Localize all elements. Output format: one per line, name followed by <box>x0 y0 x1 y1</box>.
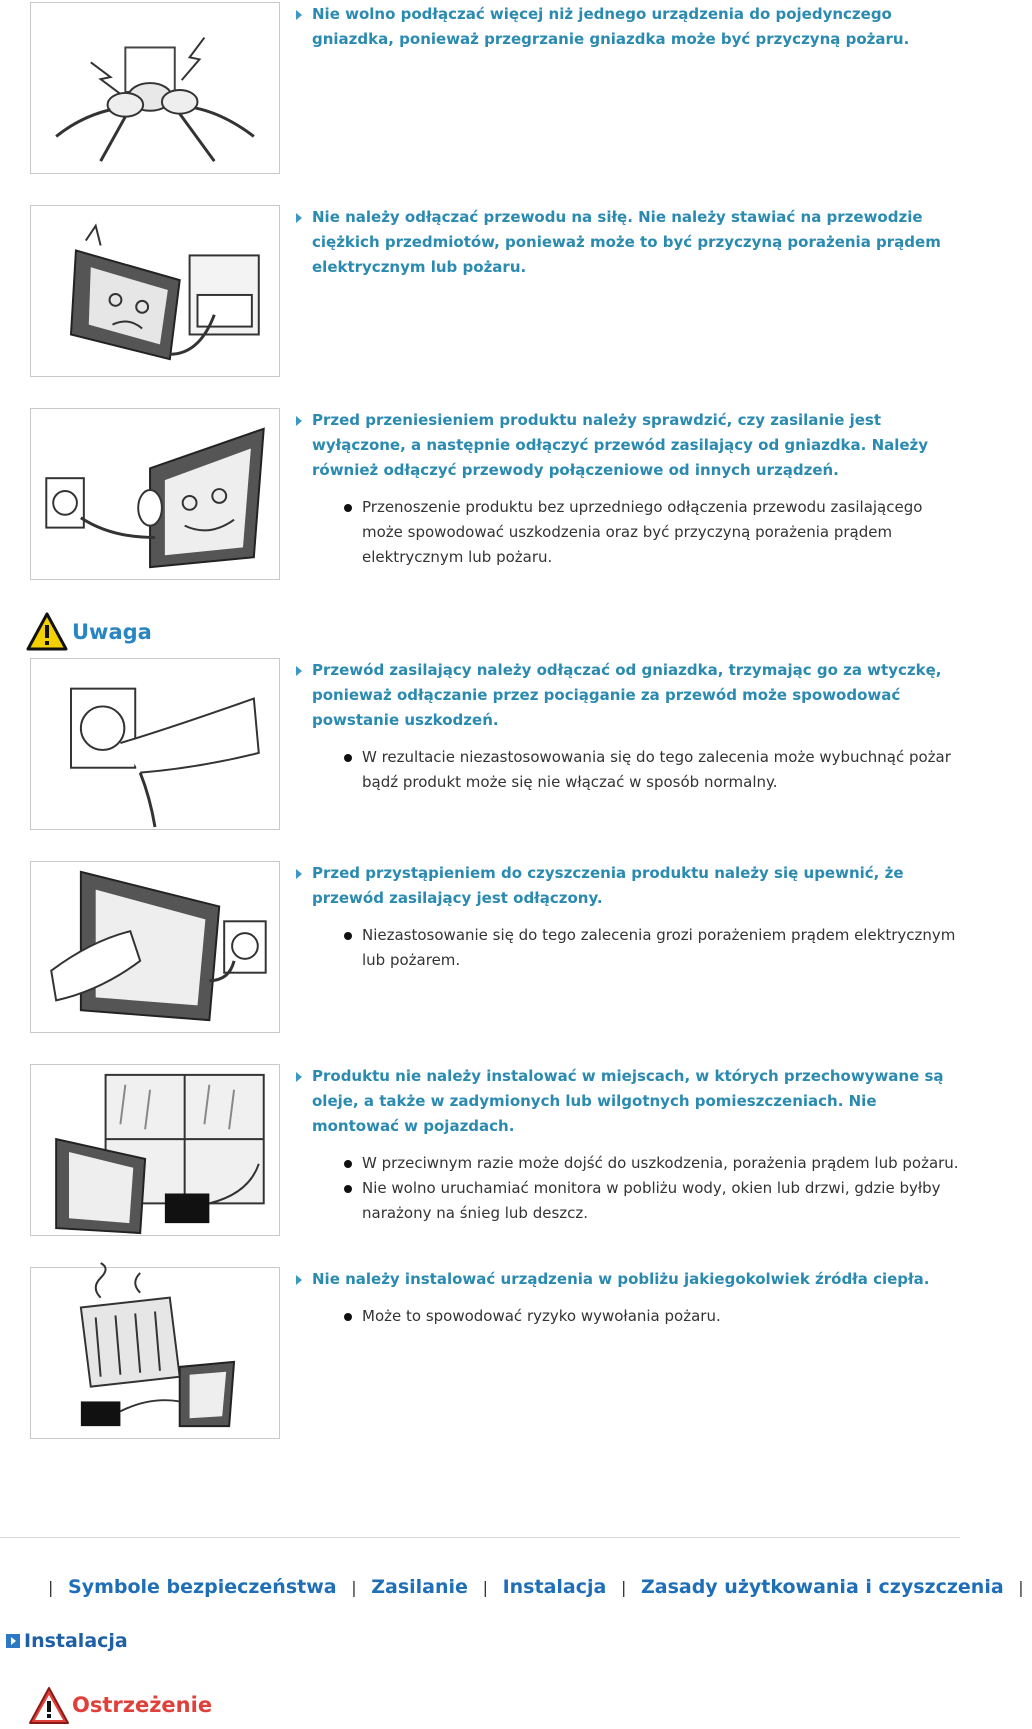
item-heading: Nie wolno podłączać więcej niż jednego urządzenia do pojedynczego gniazdka, ponieważ przegrzanie gniazdka może być przyczyną pożaru. <box>296 2 960 52</box>
humid-location-illustration <box>30 1064 280 1236</box>
multi-plug-overload-illustration <box>30 2 280 174</box>
footer-divider <box>0 1537 960 1538</box>
arrow-icon <box>296 213 302 223</box>
section-arrow-icon <box>6 1634 20 1648</box>
bullet-list <box>296 1151 960 1226</box>
item-heading: Przewód zasilający należy odłączać od gniazdka, trzymając go za wtyczkę, ponieważ odłączanie przez pociąganie za przewód może spowodować powstanie uszkodzeń. <box>296 658 960 733</box>
arrow-icon <box>296 1072 302 1082</box>
nav-link-symbols[interactable]: Symbole bezpieczeństwa <box>68 1576 337 1598</box>
item-heading: Przed przystąpieniem do czyszczenia produktu należy się upewnić, że przewód zasilający jest odłączony. <box>296 861 960 911</box>
nav-separator: | <box>48 1578 54 1597</box>
arrow-icon <box>296 869 302 879</box>
nav-link-usage-cleaning[interactable]: Zasady użytkowania i czyszczenia <box>640 1576 1004 1598</box>
nav-link-power[interactable]: Zasilanie <box>371 1576 468 1598</box>
list-item: Niezastosowanie się do tego zalecenia grozi porażeniem prądem elektrycznym lub pożarem. <box>344 923 960 973</box>
footer-nav <box>40 1576 1032 1598</box>
unplug-before-cleaning-illustration <box>30 861 280 1033</box>
nav-separator: | <box>351 1578 357 1597</box>
bullet-list <box>296 495 960 570</box>
caution-label <box>26 612 176 657</box>
warning-label <box>28 1684 213 1728</box>
item-heading: Nie należy instalować urządzenia w pobliżu jakiegokolwiek źródła ciepła. <box>296 1267 960 1292</box>
arrow-icon <box>296 666 302 676</box>
heat-source-illustration <box>30 1267 280 1439</box>
bullet-list <box>296 745 960 795</box>
cord-pulling-illustration <box>30 205 280 377</box>
nav-separator: | <box>1018 1578 1024 1597</box>
unplug-before-moving-illustration <box>30 408 280 580</box>
list-item: Nie wolno uruchamiać monitora w pobliżu wody, okien lub drzwi, gdzie byłby narażony na śnieg lub deszcz. <box>344 1176 960 1226</box>
item-heading: Produktu nie należy instalować w miejscach, w których przechowywane są oleje, a także w zadymionych lub wilgotnych pomieszczeniach. Nie montować w pojazdach. <box>296 1064 960 1139</box>
arrow-icon <box>296 1275 302 1285</box>
unplug-by-plug-illustration <box>30 658 280 830</box>
section-title: Instalacja <box>6 1630 128 1652</box>
warning-text: Ostrzeżenie <box>72 1693 213 1717</box>
nav-link-installation[interactable]: Instalacja <box>502 1576 607 1598</box>
caution-text: Uwaga <box>72 620 152 644</box>
list-item: W rezultacie niezastosowowania się do tego zalecenia może wybuchnąć pożar bądź produkt może się nie włączać w sposób normalny. <box>344 745 960 795</box>
arrow-icon <box>296 10 302 20</box>
arrow-icon <box>296 416 302 426</box>
nav-separator: | <box>620 1578 627 1597</box>
item-heading: Przed przeniesieniem produktu należy sprawdzić, czy zasilanie jest wyłączone, a następnie odłączyć przewód zasilający od gniazdka. Należy również odłączyć przewody połączeniowe od innych urządzeń. <box>296 408 960 483</box>
list-item: W przeciwnym razie może dojść do uszkodzenia, porażenia prądem lub pożaru. <box>344 1151 960 1176</box>
warning-triangle-icon <box>26 612 68 652</box>
bullet-list <box>296 923 960 973</box>
bullet-list <box>296 1304 960 1329</box>
warning-triangle-icon <box>28 1686 70 1726</box>
list-item: Może to spowodować ryzyko wywołania pożaru. <box>344 1304 960 1329</box>
nav-separator: | <box>482 1578 488 1597</box>
item-heading: Nie należy odłączać przewodu na siłę. Nie należy stawiać na przewodzie ciężkich przedmiotów, ponieważ może to być przyczyną porażenia prądem elektrycznym lub pożaru. <box>296 205 960 280</box>
list-item: Przenoszenie produktu bez uprzedniego odłączenia przewodu zasilającego może spowodować uszkodzenia oraz być przyczyną porażenia prądem elektrycznym lub pożaru. <box>344 495 960 570</box>
